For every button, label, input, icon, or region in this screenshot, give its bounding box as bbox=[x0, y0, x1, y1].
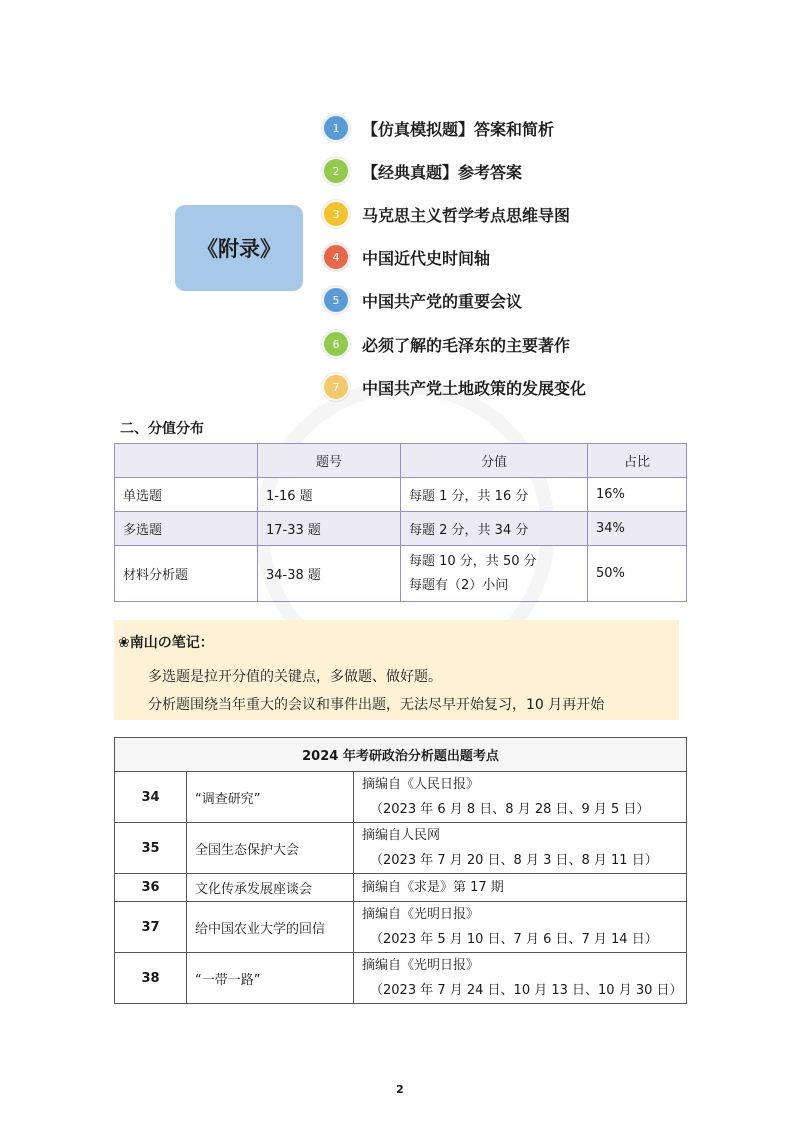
question-number: 38 bbox=[115, 953, 187, 1004]
number-circle-icon: 2 bbox=[322, 157, 350, 185]
score-value: 每题 2 分，共 34 分 bbox=[401, 512, 588, 546]
question-type: 多选题 bbox=[115, 512, 258, 546]
question-range: 1-16 题 bbox=[258, 478, 401, 512]
source-dates: （2023 年 6 月 8 日、8 月 28 日、9 月 5 日） bbox=[370, 802, 650, 817]
exam-topic: “一带一路” bbox=[187, 953, 354, 1004]
exam-topic: 给中国农业大学的回信 bbox=[187, 902, 354, 953]
source-text: 摘编自《求是》第 17 期 bbox=[362, 880, 504, 895]
appendix-item-label: 马克思主义哲学考点思维导图 bbox=[362, 205, 571, 225]
exam-topics-table bbox=[114, 737, 687, 1004]
appendix-item-2 bbox=[322, 156, 682, 186]
table-row bbox=[115, 772, 687, 823]
appendix-item-5 bbox=[322, 285, 682, 315]
table-header-row bbox=[115, 738, 687, 772]
number-circle-icon: 6 bbox=[322, 330, 350, 358]
page-number: 2 bbox=[396, 1083, 404, 1096]
appendix-item-label: 必须了解的毛泽东的主要著作 bbox=[362, 335, 571, 355]
source-cell bbox=[354, 823, 687, 874]
number-circle-icon: 3 bbox=[322, 200, 350, 228]
appendix-item-label: 中国共产党土地政策的发展变化 bbox=[362, 378, 587, 398]
question-range: 17-33 题 bbox=[258, 512, 401, 546]
appendix-item-label: 【仿真模拟题】答案和简析 bbox=[362, 119, 555, 139]
number-circle-icon: 5 bbox=[322, 286, 350, 314]
exam-topic: “调查研究” bbox=[187, 772, 354, 823]
source-cell bbox=[354, 874, 687, 902]
table-row bbox=[115, 902, 687, 953]
note-line: 分析题围绕当年重大的会议和事件出题，无法尽早开始复习，10 月再开始 bbox=[148, 697, 605, 713]
appendix-item-6 bbox=[322, 329, 682, 359]
question-number: 34 bbox=[115, 772, 187, 823]
score-value: 每题 1 分，共 16 分 bbox=[401, 478, 588, 512]
table-row bbox=[115, 512, 687, 546]
question-number: 36 bbox=[115, 874, 187, 902]
score-ratio: 16% bbox=[588, 478, 687, 512]
note-line: 多选题是拉开分值的关键点，多做题、做好题。 bbox=[148, 669, 442, 685]
score-value-cell bbox=[401, 546, 588, 602]
score-ratio: 50% bbox=[588, 546, 687, 602]
appendix-title-box bbox=[175, 205, 303, 291]
table-row bbox=[115, 953, 687, 1004]
appendix-item-label: 中国近代史时间轴 bbox=[362, 248, 491, 268]
appendix-item-7 bbox=[322, 372, 682, 402]
exam-table-title: 2024 年考研政治分析题出题考点 bbox=[115, 738, 687, 772]
table-row bbox=[115, 546, 687, 602]
appendix-item-4 bbox=[322, 242, 682, 272]
note-box bbox=[114, 620, 679, 720]
table-header-row bbox=[115, 444, 687, 478]
source-text: 摘编自《光明日报》 bbox=[362, 958, 480, 973]
table-row bbox=[115, 874, 687, 902]
source-dates: （2023 年 7 月 20 日、8 月 3 日、8 月 11 日） bbox=[370, 853, 658, 868]
source-text: 摘编自《人民日报》 bbox=[362, 777, 480, 792]
score-value: 每题 10 分，共 50 分 bbox=[409, 553, 537, 569]
source-text: 摘编自人民网 bbox=[362, 828, 441, 843]
number-circle-icon: 7 bbox=[322, 373, 350, 401]
source-dates: （2023 年 5 月 10 日、7 月 6 日、7 月 14 日） bbox=[370, 932, 658, 947]
table-header-cell: 分值 bbox=[401, 444, 588, 478]
score-ratio: 34% bbox=[588, 512, 687, 546]
question-type: 单选题 bbox=[115, 478, 258, 512]
appendix-title: 《附录》 bbox=[197, 237, 281, 261]
source-cell bbox=[354, 953, 687, 1004]
table-header-cell bbox=[115, 444, 258, 478]
question-number: 35 bbox=[115, 823, 187, 874]
note-title: ❀南山の笔记： bbox=[118, 635, 214, 651]
question-type: 材料分析题 bbox=[115, 546, 258, 602]
number-circle-icon: 1 bbox=[322, 114, 350, 142]
appendix-item-label: 中国共产党的重要会议 bbox=[362, 291, 523, 311]
source-dates: （2023 年 7 月 24 日、10 月 13 日、10 月 30 日） bbox=[370, 983, 683, 998]
question-number: 37 bbox=[115, 902, 187, 953]
score-subnote: 每题有（2）小问 bbox=[409, 577, 509, 593]
source-cell bbox=[354, 772, 687, 823]
score-distribution-table bbox=[114, 443, 687, 602]
table-header-cell: 题号 bbox=[258, 444, 401, 478]
exam-topic: 全国生态保护大会 bbox=[187, 823, 354, 874]
source-text: 摘编自《光明日报》 bbox=[362, 907, 480, 922]
table-row bbox=[115, 478, 687, 512]
table-row bbox=[115, 823, 687, 874]
appendix-item-label: 【经典真题】参考答案 bbox=[362, 162, 523, 182]
section-title: 二、分值分布 bbox=[120, 421, 204, 437]
exam-topic: 文化传承发展座谈会 bbox=[187, 874, 354, 902]
table-header-cell: 占比 bbox=[588, 444, 687, 478]
appendix-item-1 bbox=[322, 113, 682, 143]
source-cell bbox=[354, 902, 687, 953]
number-circle-icon: 4 bbox=[322, 243, 350, 271]
question-range: 34-38 题 bbox=[258, 546, 401, 602]
appendix-item-3 bbox=[322, 199, 682, 229]
